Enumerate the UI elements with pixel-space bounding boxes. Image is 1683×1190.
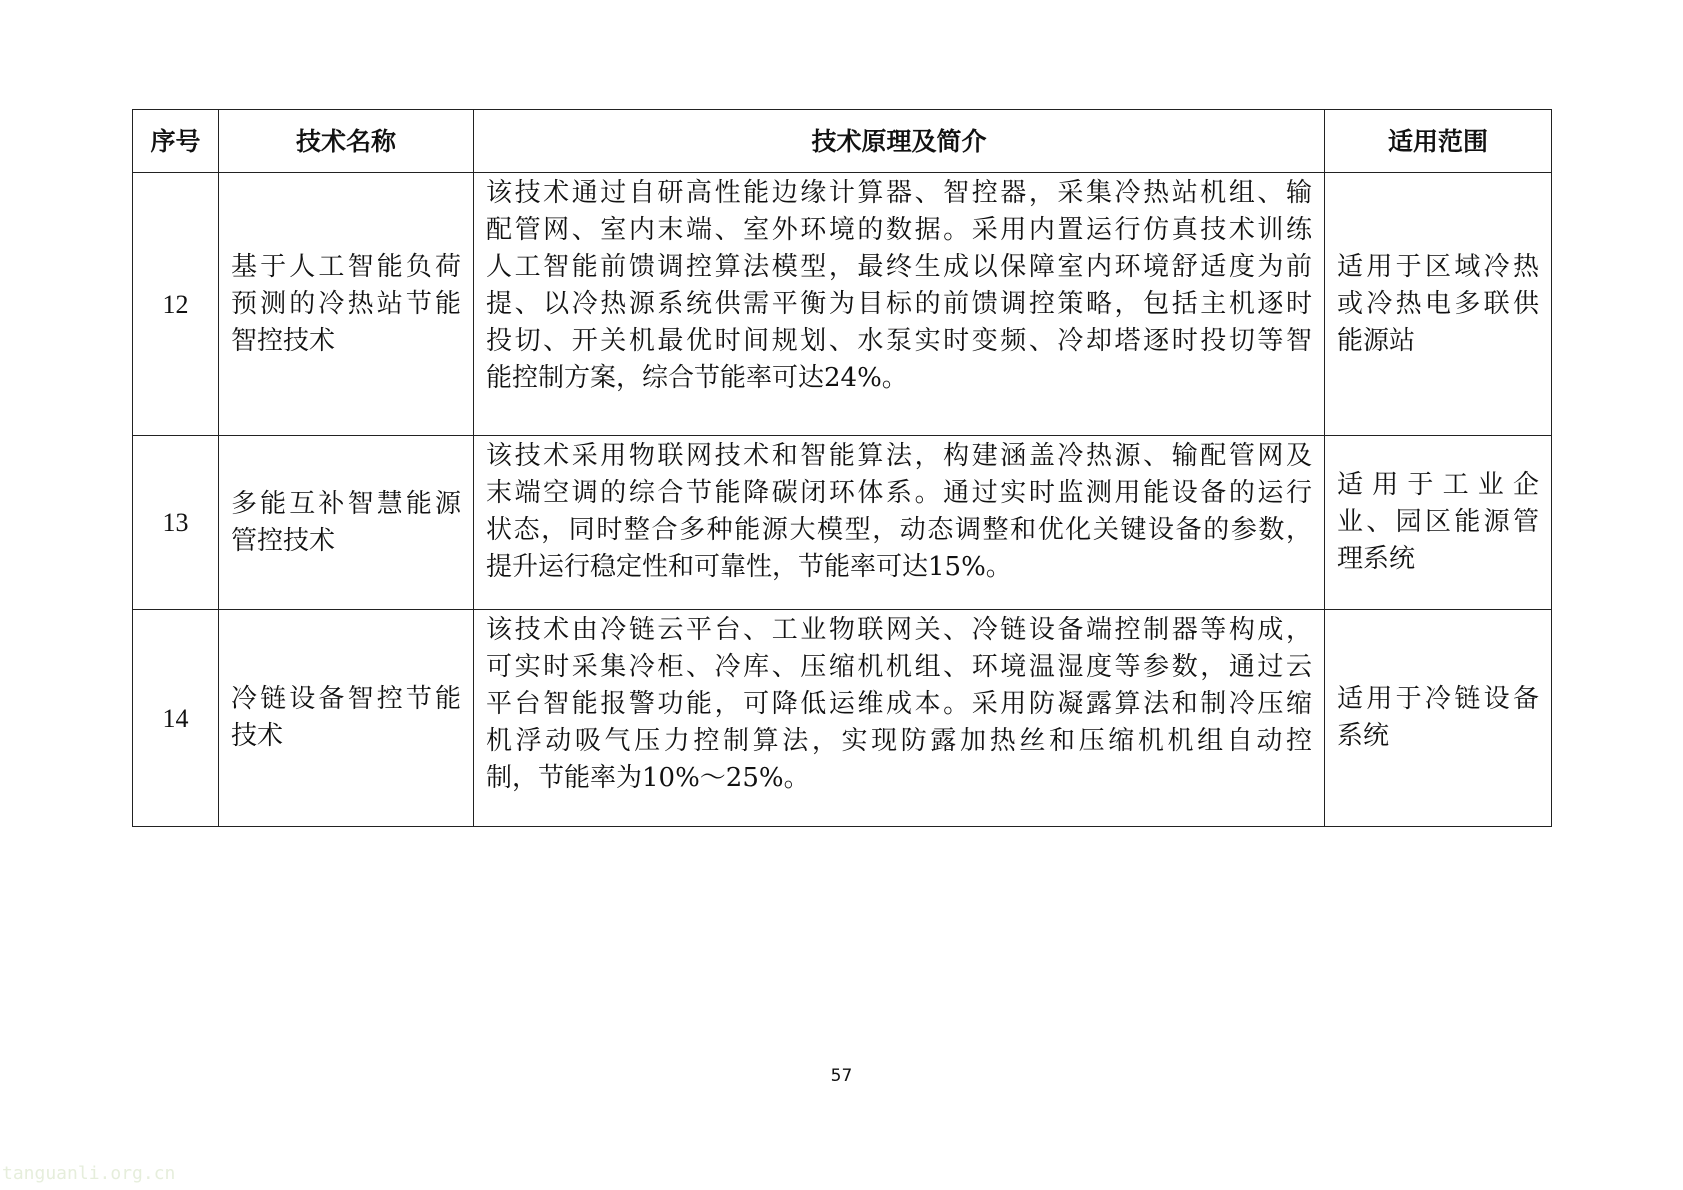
tech-description-line: 该技术采用物联网技术和智能算法，构建涵盖冷热源、输配管网及 [486,441,1312,471]
scope-line: 适用于冷链设备 [1337,684,1539,714]
tech-description-line: 平台智能报警功能，可降低运维成本。采用防凝露算法和制冷压缩 [486,689,1312,719]
scope-line: 或冷热电多联供 [1337,288,1539,319]
scope-line: 系统 [1337,721,1390,751]
row-index: 14 [133,610,219,827]
scope-line: 理系统 [1337,544,1416,574]
page-number: 57 [830,1066,853,1086]
tech-description-cell [474,436,1325,610]
tech-name-line: 技术 [231,721,284,751]
row-index: 13 [133,436,219,610]
scope-cell [1325,610,1552,827]
tech-name-cell [219,610,474,827]
tech-name-line: 预测的冷热站节能 [231,288,461,319]
scope-cell [1325,173,1552,436]
tech-name-line: 冷链设备智控节能 [231,684,461,714]
table-row [133,610,1552,827]
tech-name-line: 基于人工智能负荷 [231,251,461,282]
tech-description-line: 投切、开关机最优时间规划、水泵实时变频、冷却塔逐时投切等智 [486,326,1312,356]
scope-line: 业、园区能源管 [1337,507,1539,537]
header-scope: 适用范围 [1325,110,1552,173]
technology-table [132,109,1552,827]
tech-description-line: 配管网、室内末端、室外环境的数据。采用内置运行仿真技术训练 [486,215,1312,245]
tech-description-line: 能控制方案，综合节能率可达24%。 [486,363,908,393]
tech-description-line: 状态，同时整合多种能源大模型，动态调整和优化关键设备的参数， [486,515,1312,545]
tech-description-line: 可实时采集冷柜、冷库、压缩机机组、环境温湿度等参数，通过云 [486,652,1312,682]
scope-cell [1325,436,1552,610]
scope-line: 能源站 [1337,325,1416,356]
table-row [133,173,1552,436]
tech-name-line: 管控技术 [231,525,336,556]
header-tech-name: 技术名称 [219,110,474,173]
tech-description-line: 该技术由冷链云平台、工业物联网关、冷链设备端控制器等构成， [486,615,1312,645]
tech-name-line: 智控技术 [231,325,336,356]
tech-description-line: 该技术通过自研高性能边缘计算器、智控器，采集冷热站机组、输 [486,178,1312,208]
table-row [133,436,1552,610]
tech-description-cell [474,173,1325,436]
tech-description-line: 提、以冷热源系统供需平衡为目标的前馈调控策略，包括主机逐时 [486,289,1312,319]
tech-name-cell [219,173,474,436]
table-header-row [133,110,1552,173]
row-index: 12 [133,173,219,436]
tech-description-line: 人工智能前馈调控算法模型，最终生成以保障室内环境舒适度为前 [486,252,1312,282]
tech-description-cell [474,610,1325,827]
header-index: 序号 [133,110,219,173]
scope-line: 适用于区域冷热 [1337,251,1539,282]
tech-description-line: 提升运行稳定性和可靠性，节能率可达15%。 [486,552,1012,582]
header-principle: 技术原理及简介 [474,110,1325,173]
tech-name-line: 多能互补智慧能源 [231,488,461,519]
tech-description-line: 制，节能率为10%～25%。 [486,763,810,793]
tech-description-line: 机浮动吸气压力控制算法，实现防露加热丝和压缩机机组自动控 [486,726,1312,756]
tech-name-cell [219,436,474,610]
scope-line: 适用于工业企 [1337,470,1539,500]
tech-description-line: 末端空调的综合节能降碳闭环体系。通过实时监测用能设备的运行 [486,478,1312,508]
watermark: tanguanli.org.cn [2,1163,176,1184]
